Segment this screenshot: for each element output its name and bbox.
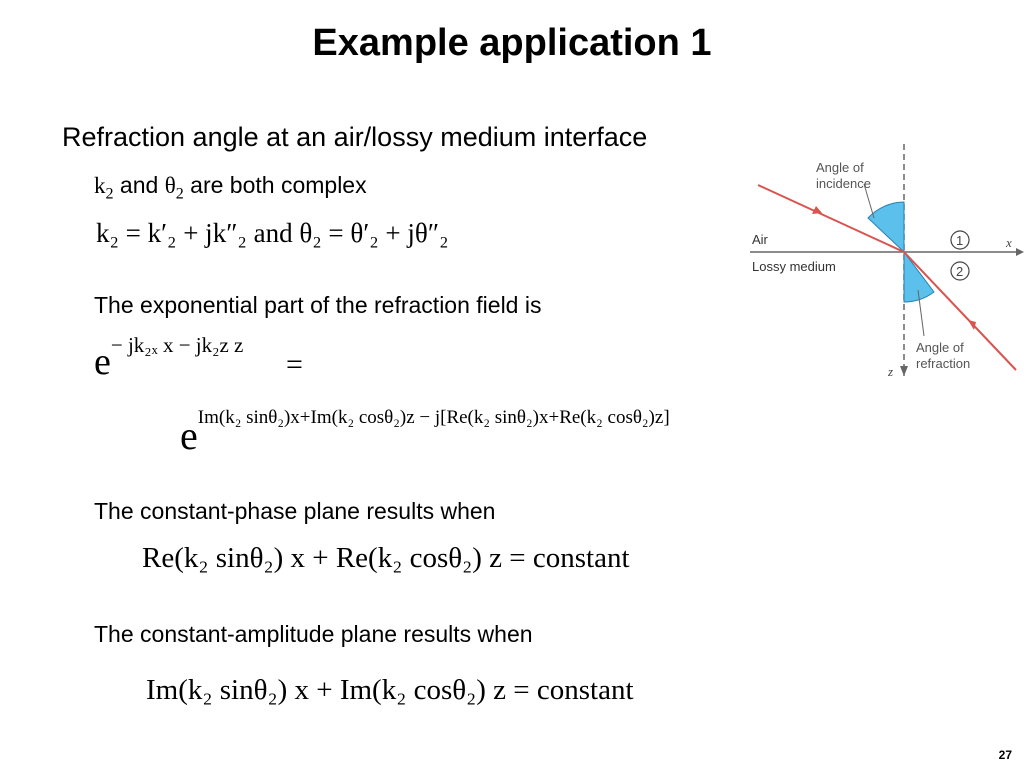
equation-exponential-2	[180, 407, 670, 459]
equation-amplitude: Im(k₂ sinθ₂) x + Im(k₂ cosθ₂) z = constant	[146, 674, 634, 706]
theta-symbol: θ	[164, 173, 176, 198]
refraction-label-1: Angle of	[916, 340, 964, 355]
bullet-complex	[94, 172, 367, 204]
slide-title: Example application 1	[312, 22, 712, 64]
phase-text: The constant-phase plane results when	[94, 498, 496, 524]
incidence-label-2: incidence	[816, 176, 871, 191]
air-label: Air	[752, 232, 768, 247]
exp2-base: e	[180, 413, 198, 458]
equation-complex: k₂ = k′₂ + jk″₂ and θ₂ = θ′₂ + jθ″₂	[96, 218, 449, 248]
and-text: and	[113, 172, 165, 198]
page-number: 27	[998, 748, 1012, 762]
exp-base: e	[94, 341, 111, 383]
exponential-text: The exponential part of the refraction field is	[94, 292, 542, 318]
complex-text: are both complex	[183, 172, 367, 198]
x-axis-label: x	[1006, 235, 1012, 250]
equation-exponential-1	[94, 333, 244, 384]
amplitude-text: The constant-amplitude plane results when	[94, 621, 533, 647]
exp2-exponent: Im(k₂ sinθ₂)x+Im(k₂ cosθ₂)z − j[Re(k₂ sinθ₂)x+Re(k₂ cosθ₂)z]	[197, 407, 670, 428]
equation-phase: Re(k₂ sinθ₂) x + Re(k₂ cosθ₂) z = constant	[142, 542, 630, 574]
z-axis-label: z	[888, 364, 894, 379]
exp-exponent: − jk₂ₓ x − jk₂z z	[110, 333, 244, 357]
incidence-label-1: Angle of	[816, 160, 864, 175]
refraction-svg	[750, 140, 1024, 380]
marker-2-text: 2	[956, 264, 964, 279]
theta-sub: 2	[175, 185, 184, 203]
refracted-arrow-icon	[968, 320, 976, 330]
refraction-diagram	[750, 140, 1024, 385]
refraction-label-2: refraction	[916, 356, 971, 371]
equals-sign: =	[286, 348, 303, 381]
k-symbol: k	[94, 173, 106, 198]
marker-1-text: 1	[956, 233, 964, 248]
slide-heading: Refraction angle at an air/lossy medium interface	[62, 122, 648, 152]
x-axis-arrow-icon	[1016, 248, 1024, 256]
z-axis-arrow-icon	[900, 366, 908, 376]
lossy-medium-label: Lossy medium	[752, 259, 836, 274]
k-sub: 2	[105, 185, 114, 203]
